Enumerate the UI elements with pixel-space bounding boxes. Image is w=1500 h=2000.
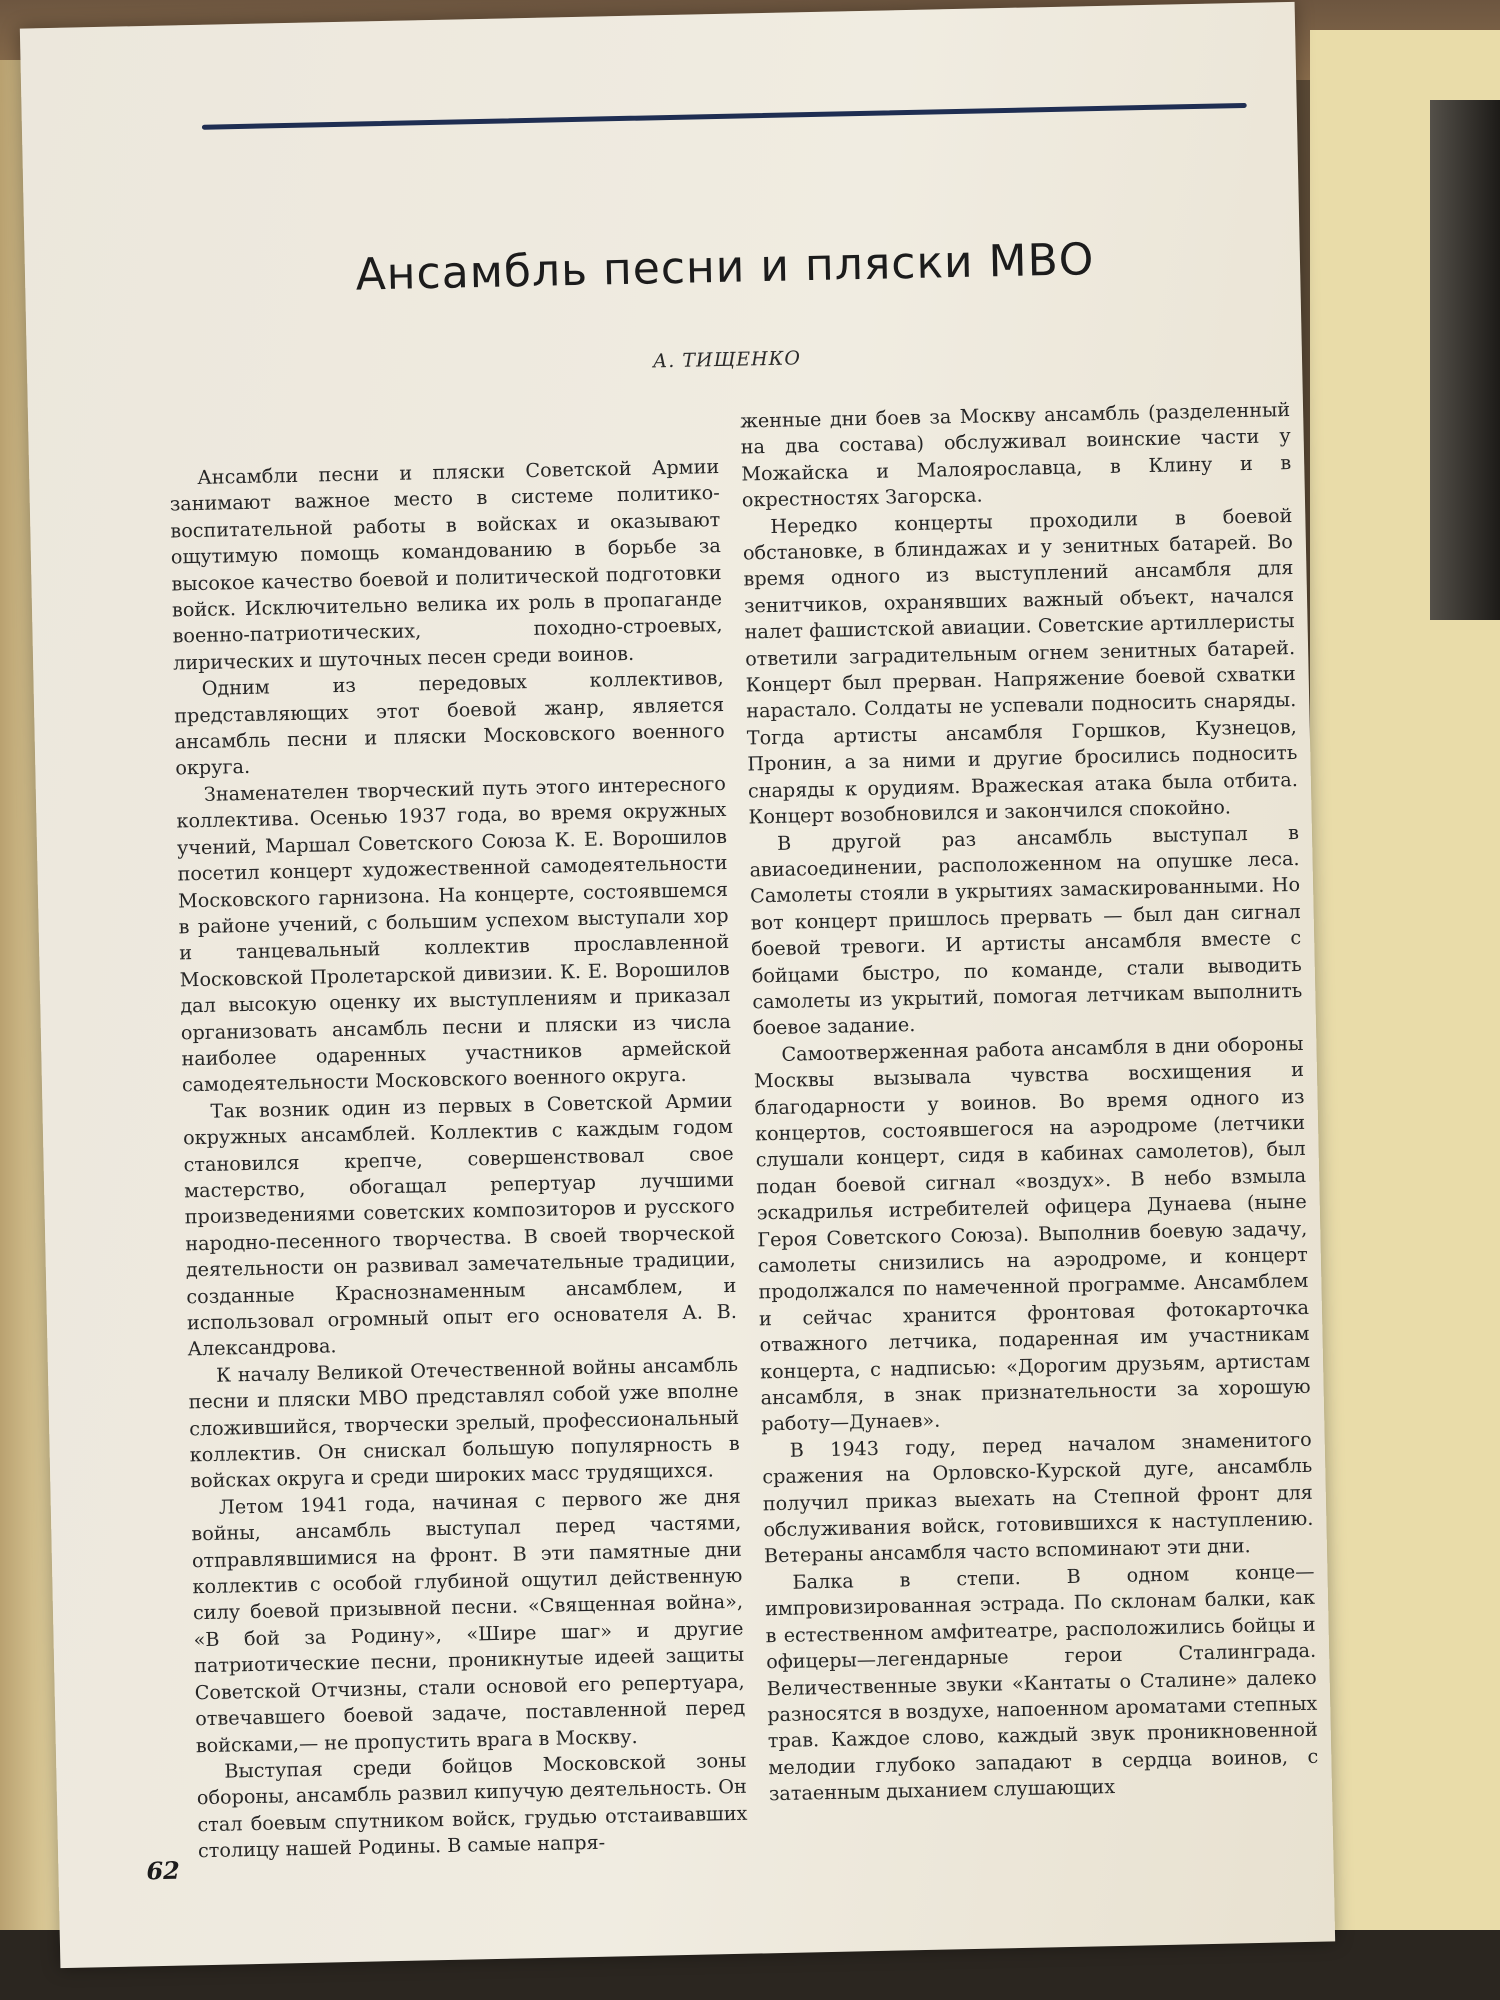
paragraph: В другой раз ансамбль выступал в авиасоединении, расположенном на опушке леса. Самолеты стояли в укрытиях замаскированными. Но вот концерт пришлось прервать — был дан сигнал боевой тревоги. И артисты ансамбля вместе с бойцами быстро, по команде, стали выводить самолеты из укрытий, помогая летчикам выполнить боевое задание. [749,820,1303,1040]
article-title: Ансамбль песни и пляски МВО [355,234,1095,301]
paragraph: Летом 1941 года, начиная с первого же дня войны, ансамбль выступал перед частями, отправлявшимися на фронт. В эти памятные дни коллектив с особой глубиной ощутил действенную силу боевой призывной песни. «Священная война», «В бой за Родину», «Шире шаг» и другие патриотические песни, проникнутые идеей защиты Советской Отчизны, стали основой его репертуара, отвечавшего боевой задаче, поставленной перед войсками,— не пропустить врага в Москву. [191,1484,746,1757]
paragraph: В 1943 году, перед началом знаменитого сражения на Орловско-Курской дуге, ансамбль получил приказ выехать на Степной фронт для обслуживания войск, готовившихся к наступлению. Ветераны ансамбля часто вспоминают эти дни. [762,1427,1314,1568]
facing-page-photo [1430,100,1500,620]
page-number: 62 [146,1855,181,1886]
paragraph: Балка в степи. В одном конце—импровизированная эстрада. По склонам балки, как в естественном амфитеатре, расположились бойцы и офицеры—легендарные герои Сталинграда. Величественные звуки «Кантаты о Сталине» далеко разносятся в воздухе, напоенном ароматами степных трав. Каждое слово, каждый звук проникновенной мелодии глубоко западают в сердца воинов, с затаенным дыханием слушающих [764,1559,1319,1806]
paragraph: Знаменателен творческий путь этого интересного коллектива. Осенью 1937 года, во время окружных учений, Маршал Советского Союза К. Е. Ворошилов посетил концерт художественной самодеятельности Московского гарнизона. На концерте, состоявшемся в районе учений, с большим успехом выступали хор и танцевальный коллектив прославленной Московской Пролетарской дивизии. К. Е. Ворошилов дал высокую оценку их выступлениям и приказал организовать ансамбль песни и пляски из числа наиболее одаренных участников армейской самодеятельности Московского военного округа. [176,771,732,1097]
paragraph: Самоотверженная работа ансамбля в дни обороны Москвы вызывала чувства восхищения и благодарности у воинов. Во время одного из концертов, состоявшегося на аэродроме (летчики слушали концерт, сидя в кабинах самолетов), был подан боевой сигнал «воздух». В небо взмыла эскадрилья истребителей офицера Дунаева (ныне Героя Советского Союза). Выполнив боевую задачу, самолеты снизились на аэродроме, и концерт продолжался по намеченной программе. Ансамблем и сейчас хранится фронтовая фотокарточка отважного летчика, подаренная им участникам концерта, с надписью: «Дорогим друзьям, артистам ансамбля, в знак признательности за хорошую работу—Дунаев». [753,1031,1311,1436]
article-author: А. ТИЩЕНКО [652,347,802,373]
paragraph: К началу Великой Отечественной войны ансамбль песни и пляски МВО представлял собой уже вполне сложившийся, творчески зрелый, профессиональный коллектив. Он снискал большую популярность в войсках округа и среди широких масс трудящихся. [188,1352,740,1493]
paragraph-continuation: женные дни боев за Москву ансамбль (разделенный на два состава) обслуживал воинские части у Можайска и Малоярославца, в Клину и в окрестностях Загорска. [739,398,1292,512]
magazine-page [20,2,1335,1968]
paragraph: Нередко концерты проходили в боевой обстановке, в блиндажах и у зенитных батарей. Во время одного из выступлений ансамбля для зенитчиков, охранявших важный объект, начался налет фашистской авиации. Советские артиллеристы ответили заградительным огнем зенитных батарей. Концерт был прерван. Напряжение боевой схватки нарастало. Солдаты не успевали подносить снаряды. Тогда артисты ансамбля Горшков, Кузнецов, Пронин, а за ними и другие бросились подносить снаряды к орудиям. Вражеская атака была отбита. Концерт возобновился и закончился спокойно. [742,503,1299,829]
left-text-column [169,454,748,1865]
paragraph: Ансамбли песни и пляски Советской Армии занимают важное место в системе политико-воспитательной работы в войсках и оказывают ощутимую помощь командованию в борьбе за высокое качество боевой и политической подготовки войск. Исключительно велика их роль в пропаганде военно-патриотических, походно-строевых, лирических и шуточных песен среди воинов. [169,455,723,675]
paragraph: Выступая среди бойцов Московской зоны обороны, ансамбль развил кипучую деятельность. Он стал боевым спутником войск, грудью отстаивавших столицу нашей Родины. В самые напря- [196,1748,748,1863]
paragraph: Так возник один из первых в Советской Армии окружных ансамблей. Коллектив с каждым годом становился крепче, совершенствовал свое мастерство, обогащал репертуар лучшими произведениями советских композиторов и русского народно-песенного творчества. В своей творческой деятельности он развивал замечательные традиции, созданные Краснознаменным ансамблем, и использовал огромный опыт его основателя А. В. Александрова. [182,1088,738,1361]
decorative-top-rule [202,103,1247,130]
right-text-column [740,397,1319,1808]
paragraph: Одним из передовых коллективов, представляющих этот боевой жанр, является ансамбль песни и пляски Московского военного округа. [174,666,725,780]
